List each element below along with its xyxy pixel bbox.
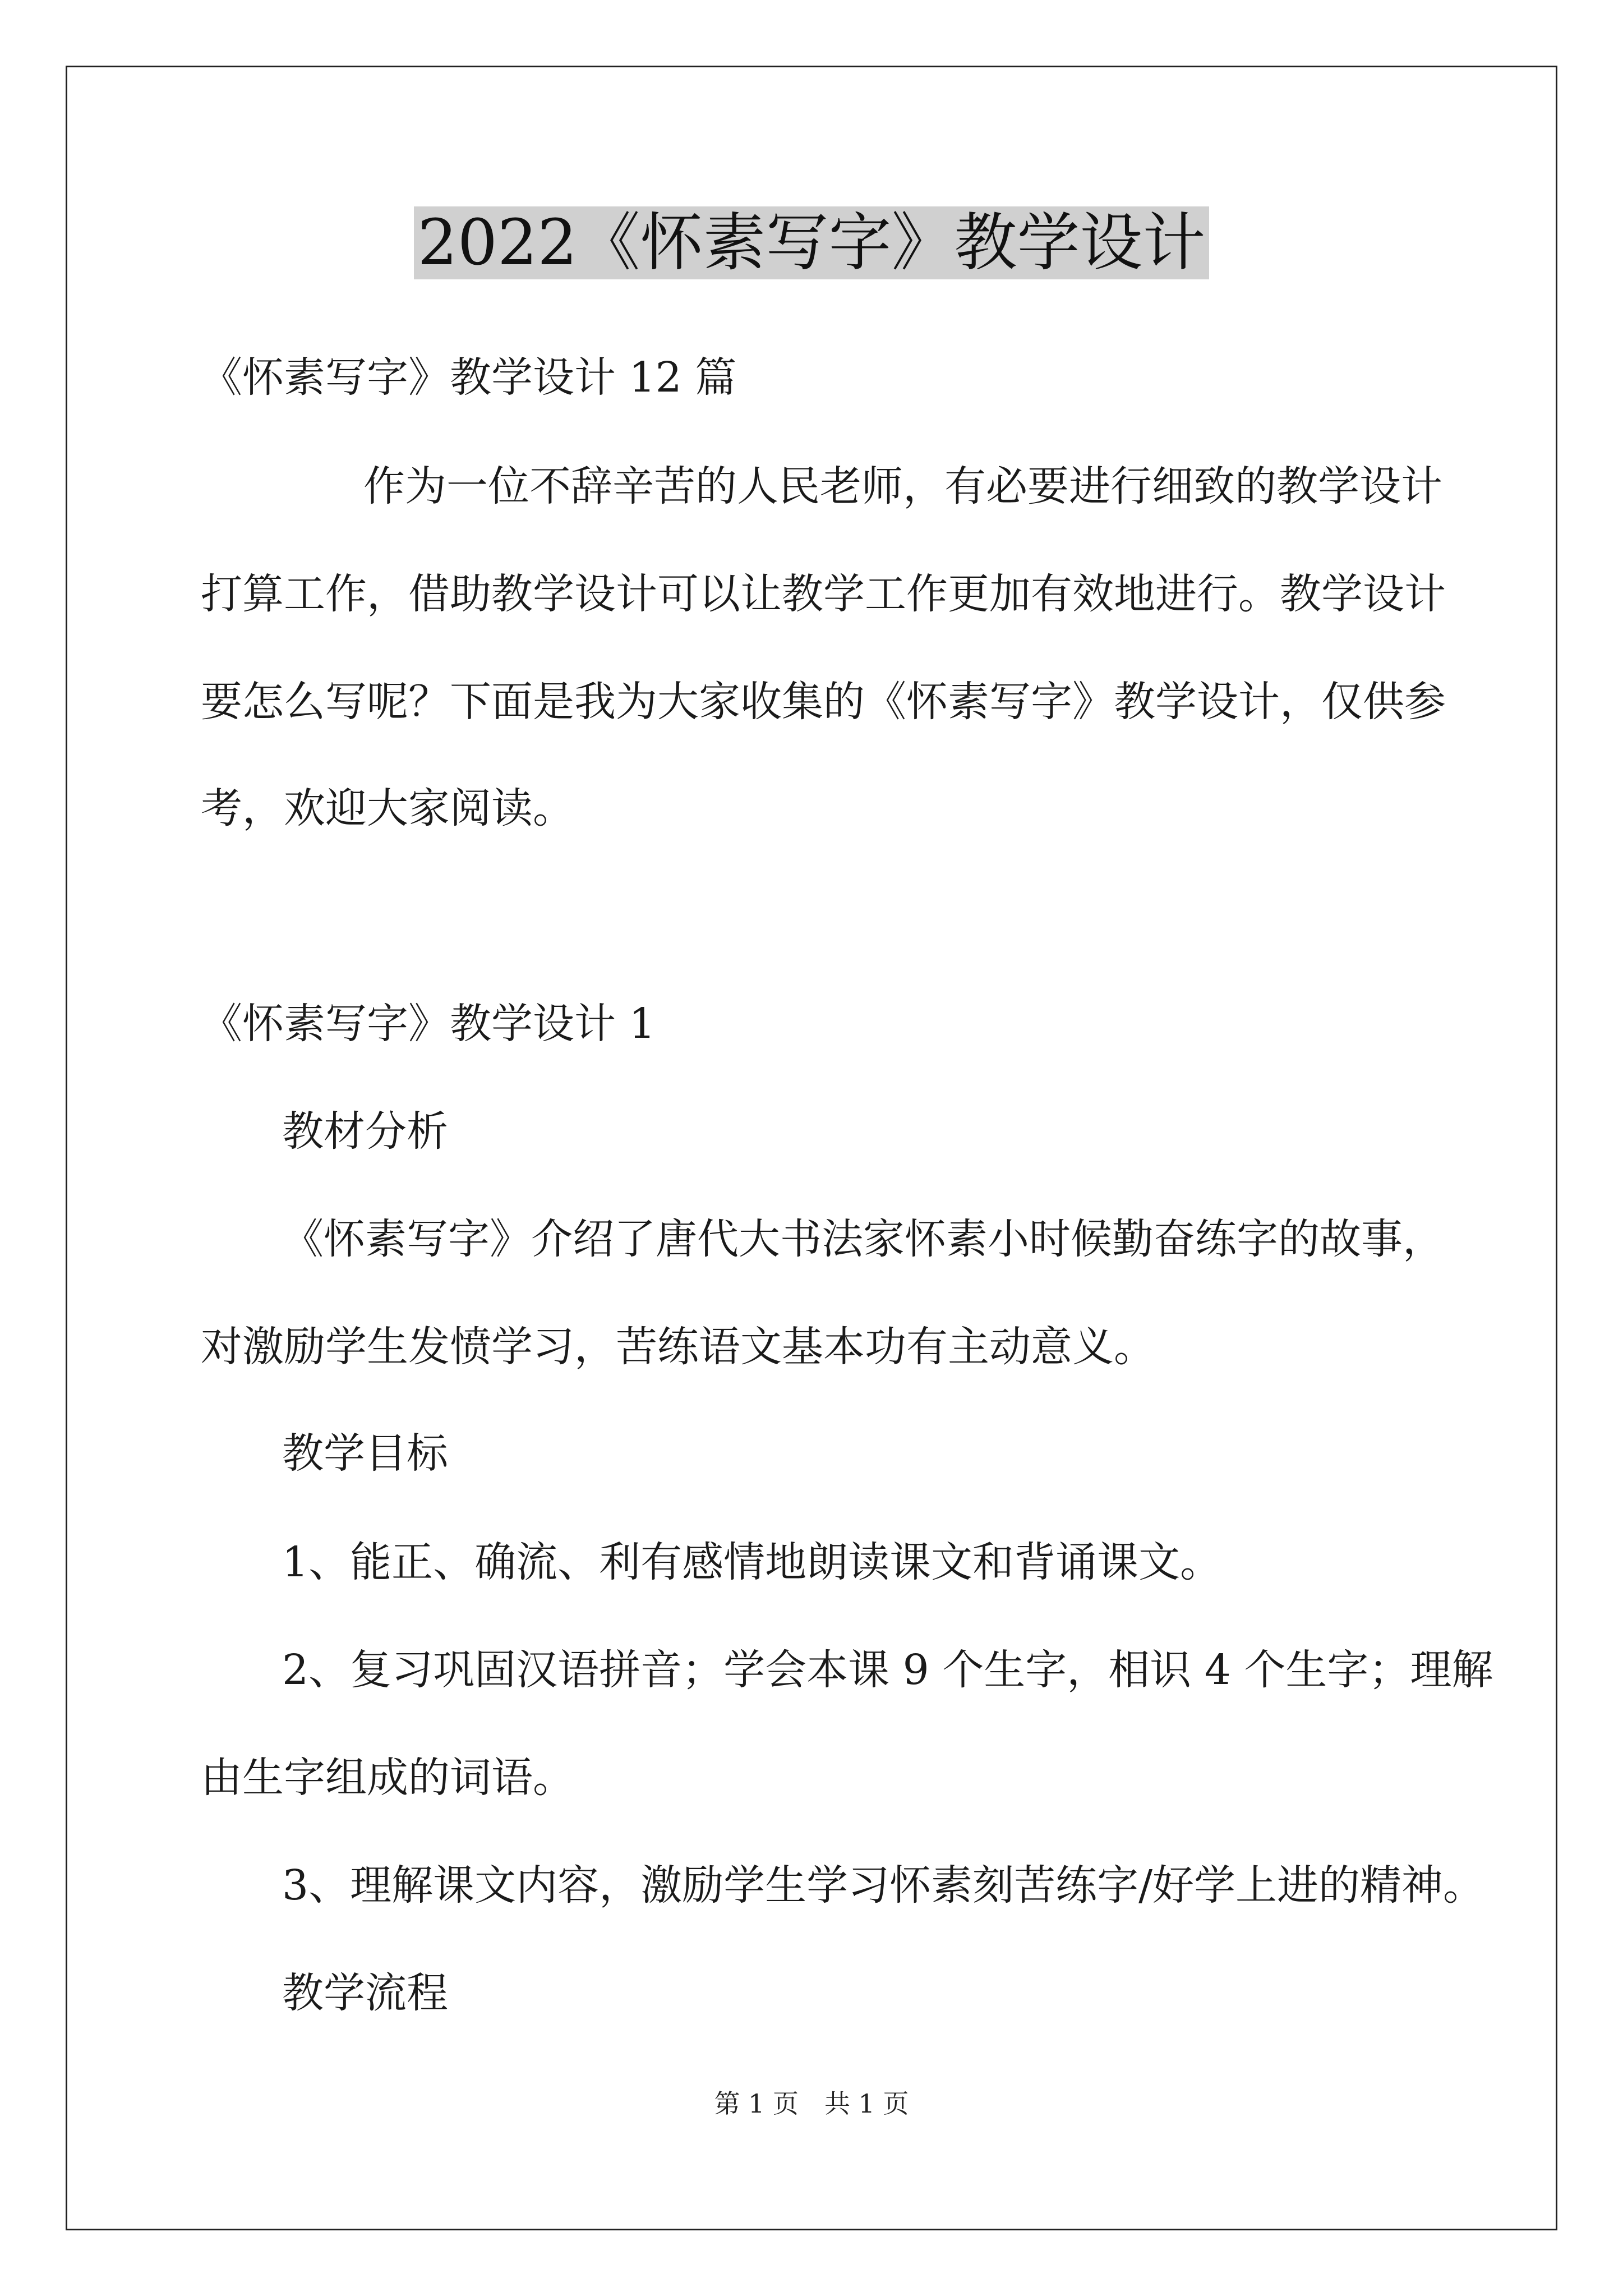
analysis-heading: 教材分析 [282,1107,448,1156]
analysis-line-2: 对激励学生发愤学习，苦练语文基本功有主动意义。 [201,1323,1155,1371]
document-subtitle: 《怀素写字》教学设计 12 篇 [201,353,737,402]
intro-line-4: 考，欢迎大家阅读。 [201,784,574,832]
title-container [0,206,1623,279]
goal-line-4: 3、理解课文内容，激励学生学习怀素刻苦练字/好学上进的精神。 [282,1861,1485,1910]
goals-heading: 教学目标 [282,1429,448,1478]
intro-line-2: 打算工作，借助教学设计可以让教学工作更加有效地进行。教学设计 [201,570,1446,618]
section-heading: 《怀素写字》教学设计 1 [201,1000,656,1048]
document-title: 2022《怀素写字》教学设计 [414,206,1209,279]
intro-line-3: 要怎么写呢？下面是我为大家收集的《怀素写字》教学设计，仅供参 [201,678,1446,726]
page-footer: 第 1 页 共 1 页 [714,2088,909,2119]
goal-line-1: 1、能正、确流、利有感情地朗读课文和背诵课文。 [282,1538,1222,1586]
process-heading: 教学流程 [282,1969,448,2017]
goal-line-2: 2、复习巩固汉语拼音；学会本课 9 个生字，相识 4 个生字；理解 [282,1646,1493,1694]
goal-line-3: 由生字组成的词语。 [201,1754,574,1802]
intro-line-1: 作为一位不辞辛苦的人民老师，有必要进行细致的教学设计 [363,462,1442,510]
analysis-line-1: 《怀素写字》介绍了唐代大书法家怀素小时候勤奋练字的故事， [282,1215,1444,1263]
